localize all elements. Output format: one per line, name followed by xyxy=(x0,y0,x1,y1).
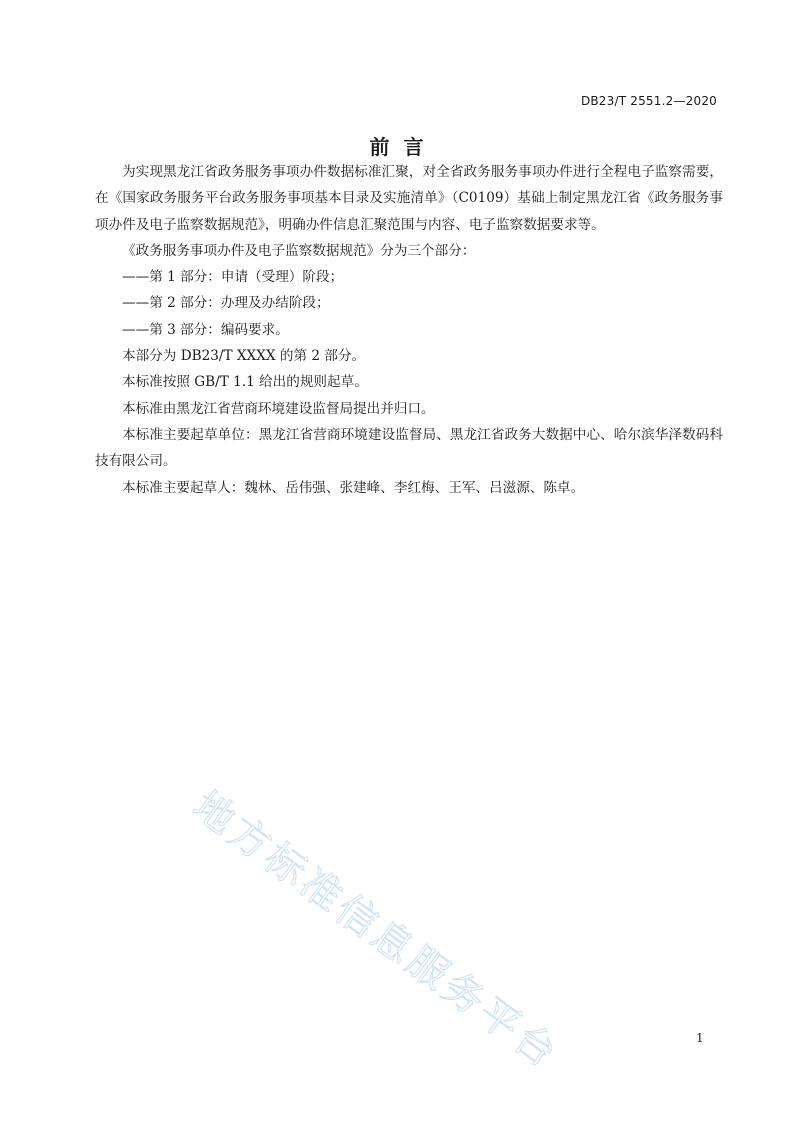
part-3-item: ——第 3 部分：编码要求。 xyxy=(122,321,289,338)
parts-intro-paragraph: 《政务服务事项办件及电子监察数据规范》分为三个部分： xyxy=(122,242,476,259)
document-body xyxy=(95,159,723,501)
page-title: 前言 xyxy=(369,135,438,159)
watermark-text: 地方标准信息服务平台 xyxy=(184,782,568,1079)
drafting-units-paragraph: 本标准主要起草单位：黑龙江省营商环境建设监督局、黑龙江省政务大数据中心、哈尔滨华泽数码科技有限公司。 xyxy=(95,426,723,470)
intro-paragraph: 为实现黑龙江省政务服务事项办件数据标准汇聚，对全省政务服务事项办件进行全程电子监察需要，在《国家政务服务平台政务服务事项基本目录及实施清单》（C0109）基础上制定黑龙江省《政务服务事项办件及电子监察数据规范》，明确办件信息汇聚范围与内容、电子监察数据要求等。 xyxy=(95,164,723,233)
document-code: DB23/T 2551.2—2020 xyxy=(580,94,717,108)
page-number: 1 xyxy=(696,1031,704,1045)
drafting-rules-paragraph: 本标准按照 GB/T 1.1 给出的规则起草。 xyxy=(122,374,368,391)
part-1-item: ——第 1 部分：申请（受理）阶段； xyxy=(122,269,344,286)
part-2-item: ——第 2 部分：办理及办结阶段； xyxy=(122,295,330,312)
part-statement-paragraph: 本部分为 DB23/T XXXX 的第 2 部分。 xyxy=(122,348,366,365)
drafters-paragraph: 本标准主要起草人：魏林、岳伟强、张建峰、李红梅、王军、吕滋源、陈卓。 xyxy=(122,479,585,496)
proposer-paragraph: 本标准由黑龙江省营商环境建设监督局提出并归口。 xyxy=(122,400,435,417)
